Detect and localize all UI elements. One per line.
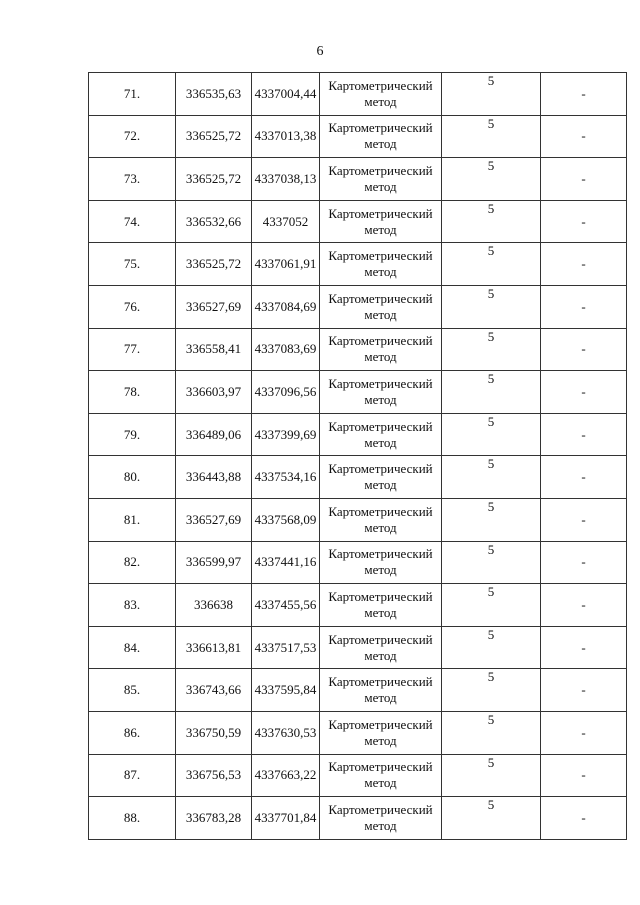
point-number-cell: 82.	[89, 541, 176, 584]
method-cell	[320, 456, 442, 499]
table-row	[89, 797, 627, 840]
method-line-2: метод	[364, 391, 397, 407]
note-cell: -	[541, 73, 627, 116]
y-coordinate-cell: 4337568,09	[252, 498, 320, 541]
accuracy-cell: 5	[442, 371, 541, 414]
method-cell	[320, 413, 442, 456]
table-row	[89, 115, 627, 158]
table-row	[89, 626, 627, 669]
point-number-cell: 88.	[89, 797, 176, 840]
x-coordinate-cell: 336527,69	[176, 498, 252, 541]
y-coordinate-cell: 4337084,69	[252, 285, 320, 328]
method-line-2: метод	[364, 306, 397, 322]
accuracy-cell: 5	[442, 115, 541, 158]
y-coordinate-cell: 4337455,56	[252, 584, 320, 627]
note-cell: -	[541, 456, 627, 499]
accuracy-cell: 5	[442, 243, 541, 286]
accuracy-cell: 5	[442, 73, 541, 116]
note-cell: -	[541, 243, 627, 286]
x-coordinate-cell: 336756,53	[176, 754, 252, 797]
method-line-1: Картометрический	[328, 631, 433, 647]
method-line-2: метод	[364, 93, 397, 109]
table-row	[89, 754, 627, 797]
method-line-2: метод	[364, 349, 397, 365]
method-line-2: метод	[364, 690, 397, 706]
accuracy-cell: 5	[442, 797, 541, 840]
point-number-cell: 81.	[89, 498, 176, 541]
method-line-1: Картометрический	[328, 418, 433, 434]
point-number-cell: 72.	[89, 115, 176, 158]
method-line-2: метод	[364, 434, 397, 450]
method-line-1: Картометрический	[328, 461, 433, 477]
x-coordinate-cell: 336532,66	[176, 200, 252, 243]
method-cell	[320, 626, 442, 669]
method-cell	[320, 73, 442, 116]
method-cell	[320, 158, 442, 201]
y-coordinate-cell: 4337663,22	[252, 754, 320, 797]
accuracy-cell: 5	[442, 158, 541, 201]
method-cell	[320, 584, 442, 627]
x-coordinate-cell: 336750,59	[176, 711, 252, 754]
method-cell	[320, 115, 442, 158]
table-row	[89, 711, 627, 754]
point-number-cell: 85.	[89, 669, 176, 712]
accuracy-cell: 5	[442, 541, 541, 584]
method-line-2: метод	[364, 221, 397, 237]
method-line-1: Картометрический	[328, 120, 433, 136]
x-coordinate-cell: 336443,88	[176, 456, 252, 499]
y-coordinate-cell: 4337038,13	[252, 158, 320, 201]
method-line-2: метод	[364, 647, 397, 663]
method-cell	[320, 200, 442, 243]
accuracy-cell: 5	[442, 328, 541, 371]
note-cell: -	[541, 115, 627, 158]
note-cell: -	[541, 285, 627, 328]
point-number-cell: 75.	[89, 243, 176, 286]
method-line-1: Картометрический	[328, 801, 433, 817]
method-line-2: метод	[364, 817, 397, 833]
accuracy-cell: 5	[442, 626, 541, 669]
method-cell	[320, 754, 442, 797]
x-coordinate-cell: 336525,72	[176, 243, 252, 286]
table-row	[89, 243, 627, 286]
method-line-1: Картометрический	[328, 716, 433, 732]
y-coordinate-cell: 4337630,53	[252, 711, 320, 754]
note-cell: -	[541, 711, 627, 754]
point-number-cell: 84.	[89, 626, 176, 669]
x-coordinate-cell: 336599,97	[176, 541, 252, 584]
method-line-2: метод	[364, 178, 397, 194]
method-line-2: метод	[364, 775, 397, 791]
method-line-1: Картометрический	[328, 248, 433, 264]
method-line-2: метод	[364, 604, 397, 620]
y-coordinate-cell: 4337052	[252, 200, 320, 243]
point-number-cell: 79.	[89, 413, 176, 456]
accuracy-cell: 5	[442, 584, 541, 627]
y-coordinate-cell: 4337061,91	[252, 243, 320, 286]
note-cell: -	[541, 797, 627, 840]
method-cell	[320, 711, 442, 754]
point-number-cell: 86.	[89, 711, 176, 754]
accuracy-cell: 5	[442, 285, 541, 328]
table-row	[89, 584, 627, 627]
method-line-1: Картометрический	[328, 674, 433, 690]
table-row	[89, 456, 627, 499]
accuracy-cell: 5	[442, 711, 541, 754]
method-cell	[320, 328, 442, 371]
table-row	[89, 200, 627, 243]
y-coordinate-cell: 4337399,69	[252, 413, 320, 456]
x-coordinate-cell: 336743,66	[176, 669, 252, 712]
method-line-1: Картометрический	[328, 375, 433, 391]
note-cell: -	[541, 328, 627, 371]
x-coordinate-cell: 336558,41	[176, 328, 252, 371]
page-number: 6	[316, 44, 324, 59]
accuracy-cell: 5	[442, 498, 541, 541]
method-line-1: Картометрический	[328, 333, 433, 349]
method-cell	[320, 797, 442, 840]
y-coordinate-cell: 4337083,69	[252, 328, 320, 371]
table-row	[89, 73, 627, 116]
method-line-1: Картометрический	[328, 162, 433, 178]
method-line-1: Картометрический	[328, 759, 433, 775]
accuracy-cell: 5	[442, 200, 541, 243]
point-number-cell: 71.	[89, 73, 176, 116]
method-line-2: метод	[364, 264, 397, 280]
coordinates-table	[88, 72, 627, 840]
method-line-2: метод	[364, 136, 397, 152]
method-line-2: метод	[364, 477, 397, 493]
y-coordinate-cell: 4337096,56	[252, 371, 320, 414]
x-coordinate-cell: 336535,63	[176, 73, 252, 116]
y-coordinate-cell: 4337517,53	[252, 626, 320, 669]
method-line-2: метод	[364, 562, 397, 578]
accuracy-cell: 5	[442, 669, 541, 712]
y-coordinate-cell: 4337701,84	[252, 797, 320, 840]
table-row	[89, 158, 627, 201]
method-line-1: Картометрический	[328, 77, 433, 93]
x-coordinate-cell: 336525,72	[176, 158, 252, 201]
point-number-cell: 80.	[89, 456, 176, 499]
method-line-2: метод	[364, 732, 397, 748]
note-cell: -	[541, 754, 627, 797]
point-number-cell: 87.	[89, 754, 176, 797]
y-coordinate-cell: 4337004,44	[252, 73, 320, 116]
y-coordinate-cell: 4337013,38	[252, 115, 320, 158]
method-line-1: Картометрический	[328, 588, 433, 604]
table-row	[89, 669, 627, 712]
point-number-cell: 73.	[89, 158, 176, 201]
table-row	[89, 371, 627, 414]
method-cell	[320, 498, 442, 541]
table-row	[89, 413, 627, 456]
note-cell: -	[541, 158, 627, 201]
note-cell: -	[541, 541, 627, 584]
x-coordinate-cell: 336525,72	[176, 115, 252, 158]
method-cell	[320, 285, 442, 328]
method-line-1: Картометрический	[328, 205, 433, 221]
y-coordinate-cell: 4337534,16	[252, 456, 320, 499]
accuracy-cell: 5	[442, 754, 541, 797]
point-number-cell: 83.	[89, 584, 176, 627]
note-cell: -	[541, 371, 627, 414]
table-row	[89, 541, 627, 584]
note-cell: -	[541, 200, 627, 243]
method-line-1: Картометрический	[328, 503, 433, 519]
accuracy-cell: 5	[442, 413, 541, 456]
accuracy-cell: 5	[442, 456, 541, 499]
x-coordinate-cell: 336603,97	[176, 371, 252, 414]
x-coordinate-cell: 336527,69	[176, 285, 252, 328]
point-number-cell: 78.	[89, 371, 176, 414]
point-number-cell: 76.	[89, 285, 176, 328]
method-line-1: Картометрический	[328, 546, 433, 562]
x-coordinate-cell: 336638	[176, 584, 252, 627]
note-cell: -	[541, 584, 627, 627]
method-cell	[320, 541, 442, 584]
method-cell	[320, 371, 442, 414]
method-line-2: метод	[364, 519, 397, 535]
coordinates-table-body	[89, 73, 627, 840]
method-line-1: Картометрический	[328, 290, 433, 306]
note-cell: -	[541, 413, 627, 456]
method-cell	[320, 243, 442, 286]
x-coordinate-cell: 336783,28	[176, 797, 252, 840]
method-cell	[320, 669, 442, 712]
note-cell: -	[541, 626, 627, 669]
y-coordinate-cell: 4337595,84	[252, 669, 320, 712]
note-cell: -	[541, 498, 627, 541]
point-number-cell: 74.	[89, 200, 176, 243]
x-coordinate-cell: 336489,06	[176, 413, 252, 456]
y-coordinate-cell: 4337441,16	[252, 541, 320, 584]
table-row	[89, 498, 627, 541]
note-cell: -	[541, 669, 627, 712]
point-number-cell: 77.	[89, 328, 176, 371]
table-row	[89, 285, 627, 328]
x-coordinate-cell: 336613,81	[176, 626, 252, 669]
table-row	[89, 328, 627, 371]
